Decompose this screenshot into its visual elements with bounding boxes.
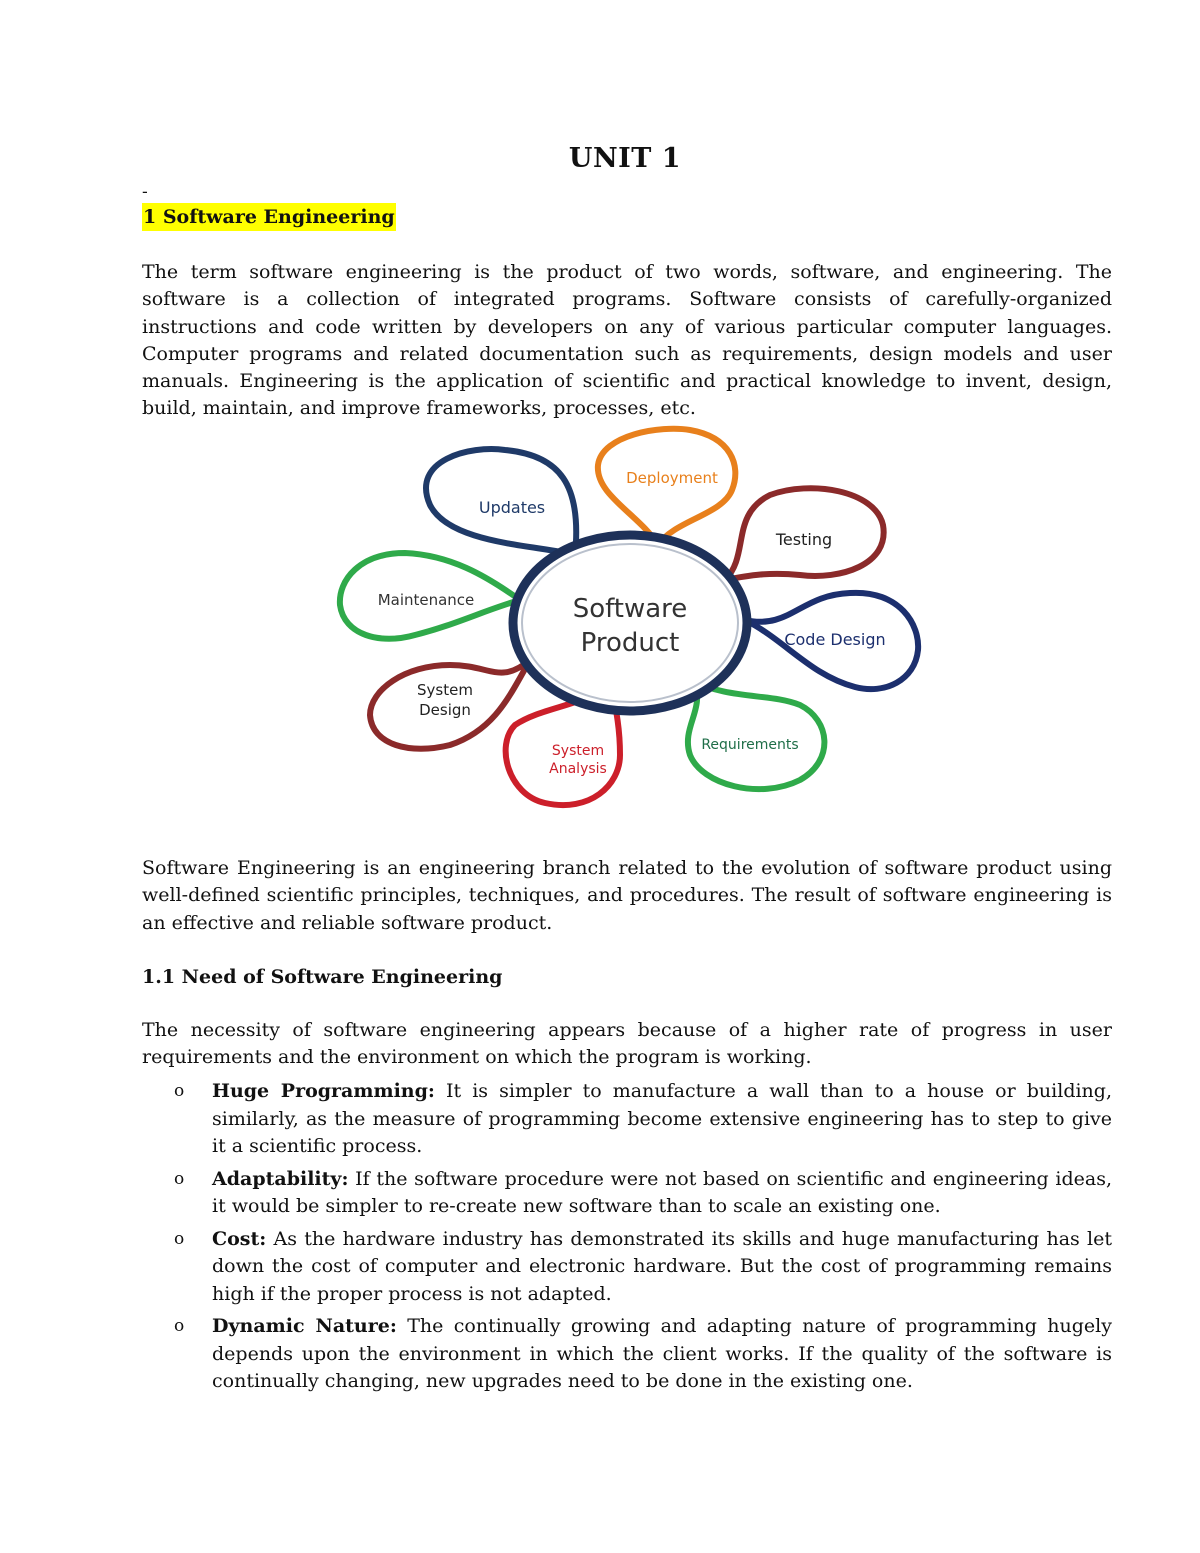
list-item	[142, 1166, 1112, 1221]
petal-code-design	[745, 593, 918, 689]
software-product-diagram	[330, 425, 930, 825]
petal-label: System	[551, 743, 605, 759]
center-node	[513, 535, 747, 711]
list-item-text: The continually growing and adapting nature of programming hugely depends upon the environment in which the client works. If the quality of the software is continually changing, new upgrades need to be done in the existing one.	[212, 1315, 1112, 1392]
bullet-marker: o	[174, 1081, 185, 1101]
list-item-term: Cost:	[212, 1227, 267, 1250]
bullet-marker: o	[174, 1168, 185, 1189]
section-heading-need: 1.1 Need of Software Engineering	[142, 966, 503, 988]
petal-label-line2: Analysis	[549, 761, 607, 777]
bullet-marker: o	[174, 1228, 185, 1249]
petal-label: Deployment	[626, 469, 718, 487]
definition-paragraph: Software Engineering is an engineering branch related to the evolution of software product using well-defined scientific principles, techniques, and procedures. The result of software engineering is an effective and reliable software product.	[142, 857, 1112, 934]
dash-marker: -	[142, 182, 148, 202]
center-label-line1: Software	[572, 594, 688, 624]
petal-updates	[426, 449, 576, 555]
center-label-line2: Product	[580, 628, 680, 658]
need-intro-paragraph: The necessity of software engineering appears because of a higher rate of progress in user requirements and the environment on which the program is working.	[142, 1019, 1112, 1069]
petal-label: Requirements	[701, 737, 799, 753]
page-title: UNIT 1	[568, 143, 682, 174]
petal-requirements	[688, 680, 825, 789]
list-item-text: As the hardware industry has demonstrated its skills and huge manufacturing has let down the cost of computer and electronic hardware. But the cost of programming remains high if the proper process is not adapted.	[212, 1227, 1112, 1305]
list-item-text: If the software procedure were not based on scientific and engineering ideas, it would be simpler to re-create new software than to scale an existing one.	[212, 1167, 1112, 1217]
petal-testing	[725, 488, 884, 580]
list-item	[142, 1078, 1112, 1161]
petal-label: Updates	[478, 498, 546, 517]
list-item-term: Adaptability:	[212, 1167, 349, 1190]
list-item	[142, 1313, 1112, 1396]
petal-label-line2: Design	[419, 701, 471, 719]
bullet-marker: o	[174, 1316, 185, 1336]
intro-paragraph: The term software engineering is the product of two words, software, and engineering. The software is a collection of integrated programs. Software consists of carefully-organized instructions and code written by developers on any of various particular computer languages. Computer programs and related documentation such as requirements, design models and user manuals. Engineering is the application of scientific and practical knowledge to invent, design, build, maintain, and improve frameworks, processes, etc.	[142, 261, 1112, 420]
petal-label: Maintenance	[377, 591, 475, 609]
list-item-term: Dynamic Nature:	[212, 1315, 397, 1337]
petal-label: System	[417, 681, 473, 699]
petal-deployment	[598, 429, 735, 545]
list-item-text: It is simpler to manufacture a wall than to a house or building, similarly, as the measure of programming become extensive engineering has to step to give it a scientific process.	[212, 1080, 1112, 1157]
petal-label: Code Design	[784, 630, 886, 649]
petal-label: Testing	[775, 530, 833, 549]
section-heading-software-engineering: 1 Software Engineering	[142, 203, 396, 231]
petal-maintenance	[340, 553, 520, 639]
list-item	[142, 1226, 1112, 1309]
list-item-term: Huge Programming:	[212, 1080, 435, 1102]
needs-list	[142, 1078, 1112, 1401]
